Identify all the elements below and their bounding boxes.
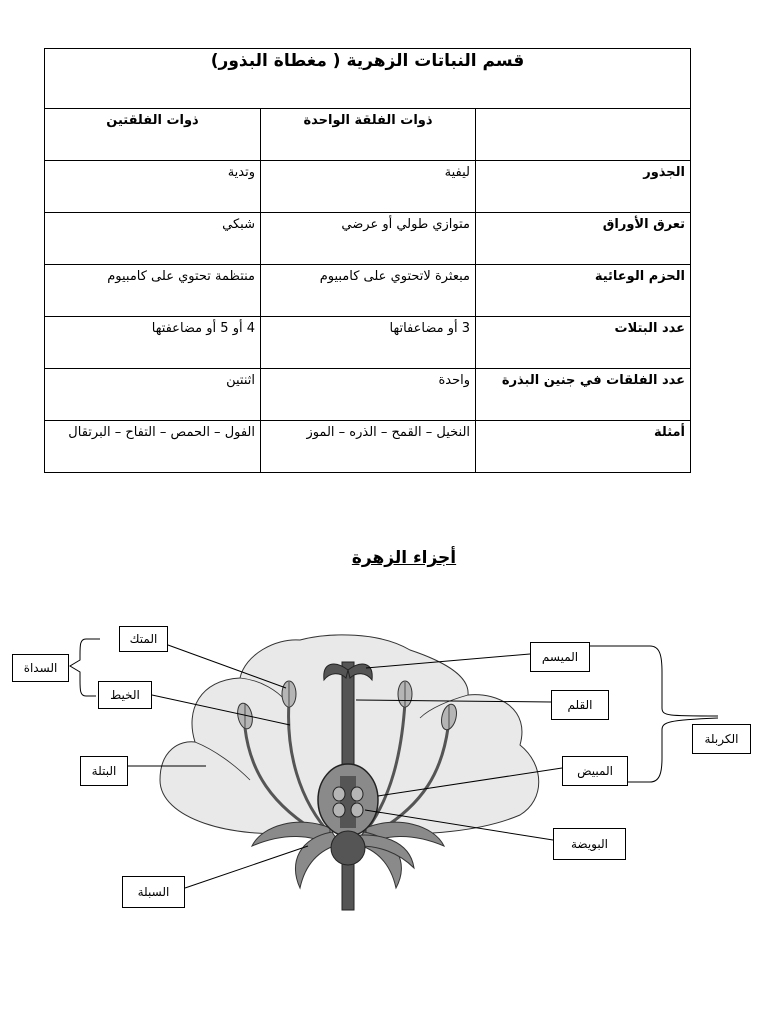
label-stigma: الميسم [530, 642, 590, 672]
monocot-value: متوازي طولي أو عرضي [261, 213, 476, 265]
dicot-value: وتدية [45, 161, 261, 213]
dicot-value: الفول – الحمص – التفاح – البرتقال [45, 421, 261, 473]
plant-classification-table [44, 48, 691, 473]
header-monocots: ذوات الفلقة الواحدة [261, 109, 476, 161]
monocot-value: ليفية [261, 161, 476, 213]
label-style: القلم [551, 690, 609, 720]
label-carpel: الكربلة [692, 724, 751, 754]
table-row [45, 369, 691, 421]
row-label: الحزم الوعائية [476, 265, 691, 317]
table-row [45, 317, 691, 369]
table-row [45, 421, 691, 473]
label-ovule: البويضة [553, 828, 626, 860]
table-row [45, 265, 691, 317]
label-petal: البتلة [80, 756, 128, 786]
row-label: عدد الفلقات في جنين البذرة [476, 369, 691, 421]
dicot-value: منتظمة تحتوي على كامبيوم [45, 265, 261, 317]
label-stamen: السداة [12, 654, 69, 682]
monocot-value: مبعثرة لاتحتوي على كامبيوم [261, 265, 476, 317]
header-dicots: ذوات الفلقتين [45, 109, 261, 161]
table-row [45, 213, 691, 265]
monocot-value: 3 أو مضاعفاتها [261, 317, 476, 369]
monocot-value: واحدة [261, 369, 476, 421]
header-blank-cell [476, 109, 691, 161]
table-title: قسم النباتات الزهرية ( مغطاة البذور) [45, 49, 691, 109]
dicot-value: 4 أو 5 أو مضاعفتها [45, 317, 261, 369]
row-label: تعرق الأوراق [476, 213, 691, 265]
label-filament: الخيط [98, 681, 152, 709]
label-sepal: السبلة [122, 876, 185, 908]
diagram-title: أجزاء الزهرة [351, 548, 457, 568]
label-anther: المتك [119, 626, 168, 652]
flower-diagram [0, 600, 768, 930]
monocot-value: النخيل – القمح – الذره – الموز [261, 421, 476, 473]
table-header-row [45, 109, 691, 161]
row-label: الجذور [476, 161, 691, 213]
row-label: عدد البتلات [476, 317, 691, 369]
dicot-value: اثنتين [45, 369, 261, 421]
label-ovary: المبيض [562, 756, 628, 786]
table-row [45, 161, 691, 213]
dicot-value: شبكي [45, 213, 261, 265]
row-label: أمثلة [476, 421, 691, 473]
